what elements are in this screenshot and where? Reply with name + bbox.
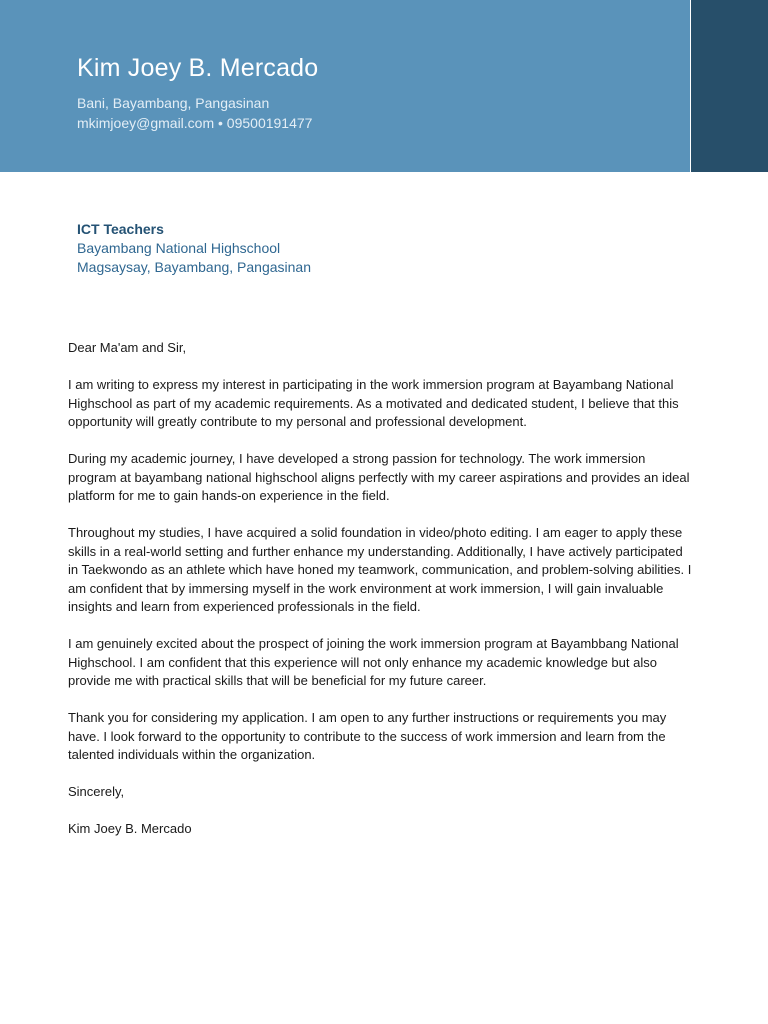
letter-body: [68, 339, 693, 857]
sender-contact: mkimjoey@gmail.com • 09500191477: [77, 115, 313, 131]
body-paragraph-2: During my academic journey, I have developed a strong passion for technology. The work immersion program at bayambang national highschool aligns perfectly with my career aspirations and provides an ideal platform for me to gain hands-on experience in the field.: [68, 451, 690, 503]
salutation: Dear Ma'am and Sir,: [68, 340, 187, 355]
recipient-block: [77, 220, 311, 277]
sender-address: Bani, Bayambang, Pangasinan: [77, 95, 270, 111]
body-paragraph-4: I am genuinely excited about the prospect of joining the work immersion program at Bayambbang National Highschool. I am confident that this experience will not only enhance my academic knowledge but also provide me with practical skills that will be beneficial for my future career.: [68, 636, 679, 688]
signature: Kim Joey B. Mercado: [68, 821, 192, 836]
recipient-address: Magsaysay, Bayambang, Pangasinan: [77, 259, 311, 275]
header-accent-block: [691, 0, 768, 172]
header-band: [0, 0, 690, 172]
sender-name: Kim Joey B. Mercado: [77, 54, 319, 82]
closing: Sincerely,: [68, 784, 125, 799]
body-paragraph-3: Throughout my studies, I have acquired a solid foundation in video/photo editing. I am eager to apply these skills in a real-world setting and further enhance my understanding. Additionally, I have actively participated in Taekwondo as an athlete which have honed my teamwork, communication, and problem-solving abilities. I am confident that by immersing myself in the work environment at work immersion, I will gain invaluable insights and learn from experienced professionals in the field.: [68, 525, 692, 614]
recipient-title: ICT Teachers: [77, 221, 164, 237]
recipient-organization: Bayambang National Highschool: [77, 240, 281, 256]
body-paragraph-5: Thank you for considering my application. I am open to any further instructions or requirements you may have. I look forward to the opportunity to contribute to the success of work immersion and learn from the talented individuals within the organization.: [68, 710, 667, 762]
body-paragraph-1: I am writing to express my interest in participating in the work immersion program at Bayambang National Highschool as part of my academic requirements. As a motivated and dedicated student, I believe that this opportunity will greatly contribute to my personal and professional development.: [68, 377, 679, 429]
